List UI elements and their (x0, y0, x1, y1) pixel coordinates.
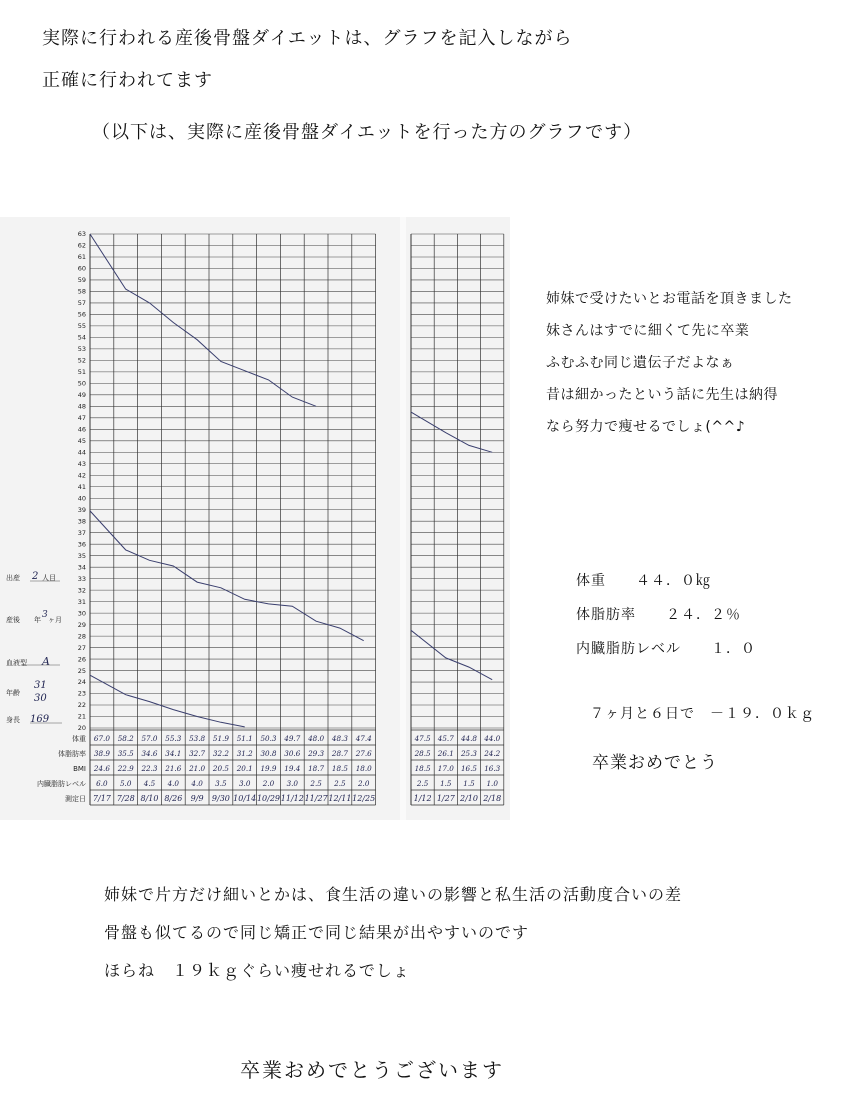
table-cell: 10/29 (256, 794, 281, 803)
table-cell: 21.6 (165, 764, 182, 773)
sheet-gap (400, 217, 406, 820)
y-tick-label: 36 (77, 540, 86, 549)
y-tick-label: 32 (77, 586, 86, 595)
bottom-line-3: ほらね １９ｋｇぐらい痩せれるでしょ (104, 961, 410, 980)
y-tick-label: 28 (77, 632, 86, 641)
table-cell: 28.5 (414, 749, 431, 758)
table-cell: 1/12 (413, 794, 432, 803)
table-cell: 50.3 (260, 734, 277, 743)
table-cell: 6.0 (96, 779, 108, 788)
table-cell: 16.3 (484, 764, 501, 773)
table-row-label: 内臓脂肪レベル (37, 780, 86, 788)
weight-chart-sheet (0, 217, 510, 820)
y-tick-label: 35 (77, 551, 86, 560)
profile-blood-value: A (42, 655, 50, 668)
table-cell: 18.0 (355, 764, 372, 773)
final-congrats: 卒業おめでとうございます (240, 1058, 504, 1082)
table-cell: 4.0 (191, 779, 203, 788)
table-cell: 55.3 (165, 734, 182, 743)
table-cell: 3.0 (286, 779, 299, 788)
table-cell: 12/11 (328, 794, 352, 803)
table-cell: 12/25 (352, 794, 376, 803)
table-cell: 8/26 (164, 794, 183, 803)
bottom-line-2: 骨盤も似てるので同じ矯正で同じ結果が出やすいのです (104, 923, 530, 942)
table-cell: 44.8 (460, 734, 478, 743)
table-cell: 11/12 (280, 794, 304, 803)
table-cell: 10/14 (233, 794, 257, 803)
y-tick-label: 48 (77, 402, 86, 411)
profile-age-value2: 30 (34, 693, 47, 704)
y-tick-label: 54 (77, 333, 86, 342)
y-tick-label: 59 (77, 276, 86, 285)
table-cell: 1.5 (463, 779, 475, 788)
y-tick-label: 22 (77, 701, 86, 710)
table-cell: 24.6 (93, 764, 110, 773)
y-tick-label: 56 (77, 310, 86, 319)
table-cell: 30.8 (260, 749, 277, 758)
table-cell: 34.1 (165, 749, 182, 758)
stat-weight: 体重 ４４．０㎏ (576, 573, 711, 589)
table-cell: 51.9 (212, 734, 229, 743)
table-cell: 21.0 (189, 764, 206, 773)
sidebar-line-4: 昔は細かったという話に先生は納得 (546, 387, 778, 403)
y-tick-label: 50 (77, 379, 86, 388)
y-tick-label: 57 (77, 299, 86, 308)
table-cell: 1/27 (436, 794, 455, 803)
table-cell: 38.9 (93, 749, 110, 758)
stat-congrats: 卒業おめでとう (592, 753, 718, 773)
y-tick-label: 60 (77, 264, 86, 273)
table-cell: 26.1 (437, 749, 454, 758)
table-cell: 2/10 (460, 794, 478, 803)
y-tick-label: 33 (77, 574, 86, 583)
sidebar-line-3: ふむふむ同じ遺伝子だよなぁ (546, 355, 735, 371)
table-cell: 44.0 (484, 734, 501, 743)
y-tick-label: 55 (77, 322, 86, 331)
y-tick-label: 23 (77, 689, 86, 698)
sidebar-line-2: 妹さんはすでに細くて先に卒業 (546, 323, 750, 339)
table-row-label: 測定日 (65, 795, 86, 803)
table-cell: 45.7 (437, 734, 454, 743)
profile-birth-label: 出産 (6, 574, 20, 582)
profile-postpartum-unit2: ヶ月 (48, 616, 62, 624)
table-cell: 58.2 (117, 734, 134, 743)
table-cell: 9/9 (190, 794, 204, 803)
table-cell: 2.5 (416, 779, 429, 788)
table-cell: 20.5 (212, 764, 229, 773)
y-tick-label: 39 (77, 505, 86, 514)
y-tick-label: 51 (77, 368, 86, 377)
stat-visceral-fat: 内臓脂肪レベル １．０ (576, 641, 756, 657)
table-cell: 18.7 (308, 764, 325, 773)
table-cell: 57.0 (141, 734, 158, 743)
table-cell: 30.6 (284, 749, 301, 758)
sidebar-line-1: 姉妹で受けたいとお電話を頂きました (546, 291, 793, 307)
table-cell: 31.2 (236, 749, 253, 758)
table-cell: 4.0 (167, 779, 180, 788)
profile-birth-value: 2 (32, 571, 39, 582)
table-cell: 7/28 (116, 794, 135, 803)
table-cell: 47.4 (355, 734, 372, 743)
table-cell: 27.6 (355, 749, 372, 758)
profile-postpartum-unit: 年 (34, 616, 41, 624)
table-cell: 32.2 (212, 749, 229, 758)
table-cell: 3.5 (215, 779, 227, 788)
table-cell: 28.7 (331, 749, 348, 758)
y-tick-label: 53 (77, 345, 86, 354)
table-cell: 19.4 (284, 764, 301, 773)
y-tick-label: 43 (77, 459, 86, 468)
y-tick-label: 26 (77, 655, 86, 664)
y-tick-label: 58 (77, 287, 86, 296)
table-cell: 47.5 (414, 734, 431, 743)
y-tick-label: 63 (77, 230, 86, 239)
table-cell: 20.1 (236, 764, 253, 773)
table-cell: 29.3 (308, 749, 325, 758)
y-tick-label: 25 (77, 666, 86, 675)
y-tick-label: 61 (77, 253, 86, 262)
table-row-label: 体重 (72, 735, 86, 743)
y-tick-label: 45 (77, 436, 86, 445)
intro-note: （以下は、実際に産後骨盤ダイエットを行った方のグラフです） (92, 122, 643, 143)
table-cell: 8/10 (140, 794, 159, 803)
table-cell: 53.8 (189, 734, 206, 743)
table-cell: 22.9 (117, 764, 134, 773)
profile-blood-label: 血液型 (6, 659, 27, 667)
table-cell: 2.5 (310, 779, 322, 788)
table-cell: 67.0 (93, 734, 110, 743)
profile-age-label: 年齢 (6, 689, 20, 697)
table-cell: 3.0 (238, 779, 251, 788)
table-cell: 19.9 (260, 764, 277, 773)
table-cell: 9/30 (211, 794, 230, 803)
y-tick-label: 29 (77, 620, 86, 629)
y-tick-label: 47 (77, 414, 86, 423)
y-tick-label: 62 (77, 241, 86, 250)
y-tick-label: 24 (77, 678, 86, 687)
table-cell: 48.3 (331, 734, 348, 743)
y-tick-label: 40 (77, 494, 86, 503)
y-tick-label: 41 (77, 482, 86, 491)
table-cell: 1.0 (486, 779, 498, 788)
y-tick-label: 42 (77, 471, 86, 480)
table-cell: 2/18 (483, 794, 502, 803)
profile-height-label: 身長 (6, 716, 20, 724)
intro-line-1: 実際に行われる産後骨盤ダイエットは、グラフを記入しながら (42, 28, 573, 49)
table-cell: 25.3 (460, 749, 478, 758)
y-tick-label: 49 (77, 391, 86, 400)
table-cell: 35.5 (117, 749, 134, 758)
profile-height-value: 169 (30, 714, 50, 725)
table-cell: 49.7 (284, 734, 301, 743)
y-tick-label: 21 (77, 712, 86, 721)
table-cell: 51.1 (236, 734, 253, 743)
intro-line-2: 正確に行われてます (42, 70, 213, 91)
y-tick-label: 37 (77, 528, 86, 537)
table-cell: 2.5 (334, 779, 346, 788)
table-cell: 11/27 (304, 794, 328, 803)
table-cell: 4.5 (143, 779, 156, 788)
profile-age-value: 31 (34, 680, 47, 691)
table-cell: 7/17 (92, 794, 111, 803)
table-cell: 22.3 (141, 764, 158, 773)
stat-body-fat: 体脂肪率 ２４．２％ (576, 607, 741, 623)
table-cell: 1.5 (440, 779, 452, 788)
y-tick-label: 20 (77, 724, 86, 733)
profile-postpartum-value: 3 (42, 610, 48, 620)
profile-birth-unit: 人目 (42, 574, 56, 582)
y-tick-label: 27 (77, 643, 86, 652)
y-tick-label: 44 (77, 448, 86, 457)
y-tick-label: 34 (77, 563, 86, 572)
table-row-label: BMI (73, 765, 86, 773)
table-cell: 5.0 (119, 779, 132, 788)
y-tick-label: 38 (77, 517, 86, 526)
table-cell: 2.0 (262, 779, 275, 788)
table-cell: 32.7 (189, 749, 206, 758)
y-tick-label: 30 (77, 609, 86, 618)
y-tick-label: 52 (77, 356, 86, 365)
y-tick-label: 31 (77, 597, 86, 606)
sidebar-line-5: なら努力で痩せるでしょ(^^♪ (546, 419, 746, 435)
table-cell: 24.2 (484, 749, 501, 758)
table-cell: 18.5 (414, 764, 431, 773)
table-cell: 16.5 (460, 764, 478, 773)
profile-postpartum-label: 産後 (6, 616, 20, 624)
table-cell: 17.0 (437, 764, 454, 773)
table-cell: 48.0 (308, 734, 325, 743)
table-cell: 34.6 (141, 749, 158, 758)
bottom-line-1: 姉妹で片方だけ細いとかは、食生活の違いの影響と私生活の活動度合いの差 (104, 885, 683, 904)
stat-weight-loss: ７ヶ月と６日で －１９．０ｋｇ (590, 706, 815, 722)
table-cell: 2.0 (357, 779, 370, 788)
table-cell: 18.5 (331, 764, 348, 773)
sheet-bg (0, 217, 510, 820)
table-row-label: 体脂肪率 (58, 750, 86, 758)
y-tick-label: 46 (77, 425, 86, 434)
